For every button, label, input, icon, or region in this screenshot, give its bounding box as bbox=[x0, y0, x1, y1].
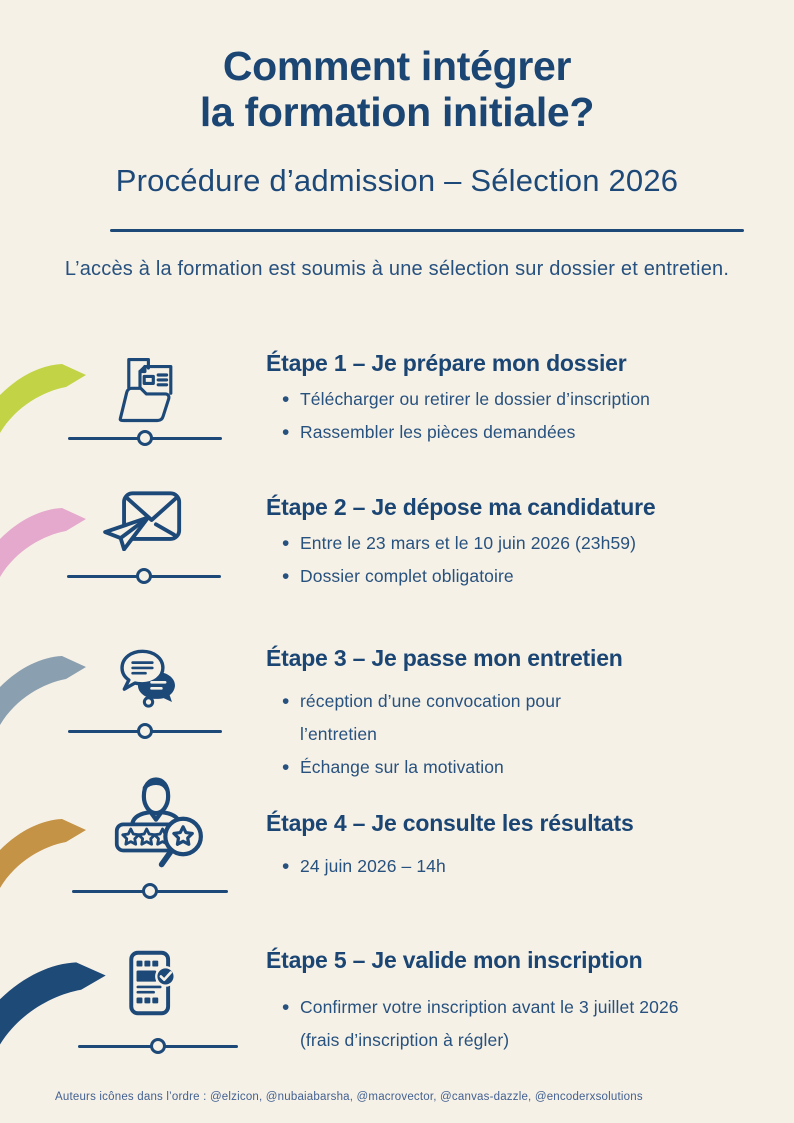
step4-bullets bbox=[266, 850, 766, 883]
step2-block bbox=[266, 494, 766, 593]
step3-bullets bbox=[266, 685, 596, 784]
step2-title: Étape 2 – Je dépose ma candidature bbox=[266, 494, 656, 520]
bullet-item: • Entre le 23 mars et le 10 juin 2026 (23h59) bbox=[266, 527, 766, 560]
step5-block bbox=[266, 947, 766, 1057]
step3-timeline bbox=[68, 721, 222, 741]
step1-block bbox=[266, 350, 766, 449]
step3-title: Étape 3 – Je passe mon entretien bbox=[266, 645, 623, 671]
icon-credits: Auteurs icônes dans l’ordre : @elzicon, @nubaiabarsha, @macrovector, @canvas-dazzle, @encoderxsolutions bbox=[55, 1091, 643, 1103]
timeline-node-icon bbox=[142, 883, 158, 899]
page-title-line1: Comment intégrer bbox=[222, 43, 572, 89]
step1-bullets bbox=[266, 383, 766, 449]
divider-rule bbox=[110, 229, 744, 232]
step1-timeline bbox=[68, 428, 222, 448]
page-title-line2: la formation initiale? bbox=[199, 88, 595, 135]
step4-title: Étape 4 – Je consulte les résultats bbox=[266, 810, 634, 836]
bullet-item: • Télécharger ou retirer le dossier d’inscription bbox=[266, 383, 766, 416]
step1-title: Étape 1 – Je prépare mon dossier bbox=[266, 350, 627, 376]
bullet-item: • Dossier complet obligatoire bbox=[266, 560, 766, 593]
step2-timeline bbox=[67, 566, 221, 586]
step4-block bbox=[266, 810, 766, 883]
chat-bubbles-icon bbox=[109, 646, 185, 708]
intro-text: L’accès à la formation est soumis à une sélection sur dossier et entretien. bbox=[64, 258, 730, 280]
review-rating-search-icon bbox=[109, 772, 203, 886]
bullet-item: • Échange sur la motivation bbox=[266, 751, 596, 784]
send-mail-icon bbox=[99, 489, 187, 551]
folder-documents-icon bbox=[112, 351, 182, 427]
bullet-item: • réception d’une convocation pour l’entretien bbox=[266, 685, 596, 751]
step2-bullets bbox=[266, 527, 766, 593]
step5-bullets bbox=[266, 991, 701, 1057]
step5-title: Étape 5 – Je valide mon inscription bbox=[266, 947, 643, 973]
step5-timeline bbox=[78, 1036, 238, 1056]
bullet-item: • Rassembler les pièces demandées bbox=[266, 416, 766, 449]
step4-timeline bbox=[72, 881, 228, 901]
timeline-node-icon bbox=[137, 430, 153, 446]
page-title bbox=[0, 44, 794, 136]
bullet-item: • 24 juin 2026 – 14h bbox=[266, 850, 766, 883]
page-subtitle: Procédure d’admission – Sélection 2026 bbox=[115, 163, 679, 198]
timeline-node-icon bbox=[136, 568, 152, 584]
timeline-node-icon bbox=[137, 723, 153, 739]
step3-block bbox=[266, 645, 766, 784]
timeline-node-icon bbox=[150, 1038, 166, 1054]
phone-validation-icon bbox=[126, 949, 176, 1017]
bullet-item: • Confirmer votre inscription avant le 3 juillet 2026 (frais d’inscription à régler) bbox=[266, 991, 701, 1057]
